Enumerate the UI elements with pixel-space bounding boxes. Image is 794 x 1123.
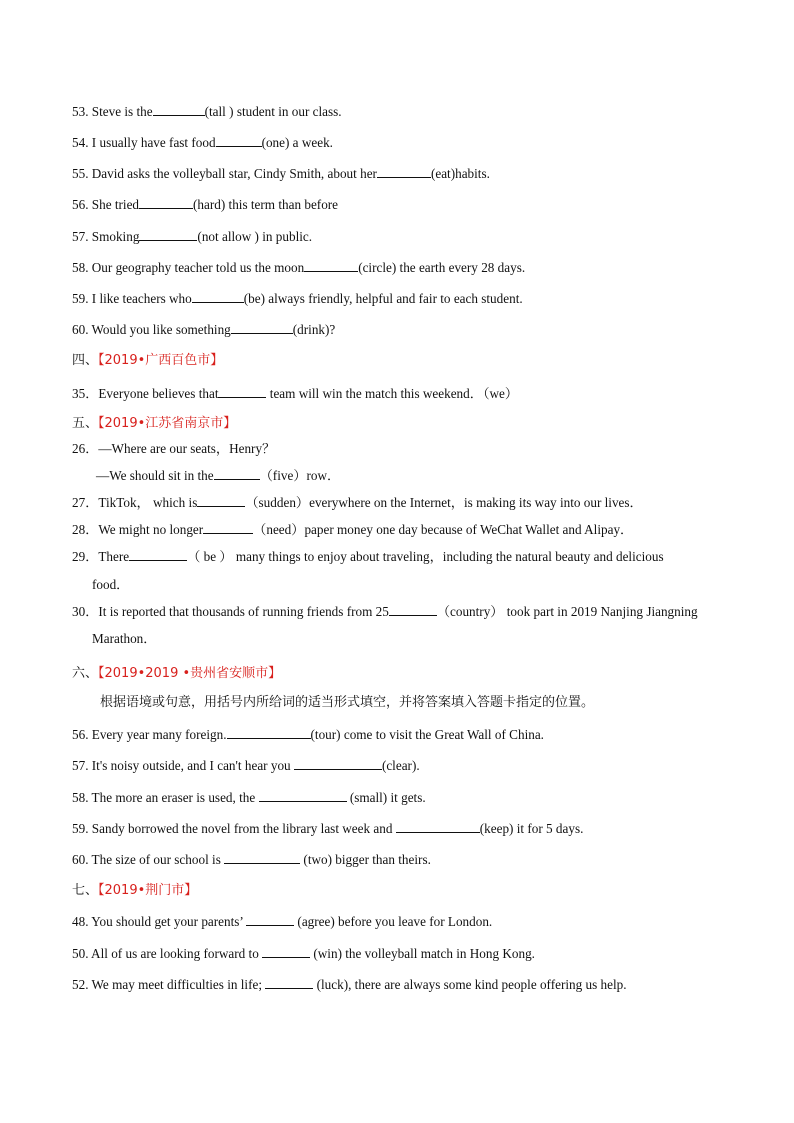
question-57b: 57. It's noisy outside, and I can't hear you (clear).	[72, 758, 420, 773]
answer-blank[interactable]	[294, 757, 382, 770]
answer-blank[interactable]	[216, 134, 262, 147]
source-tag: 【2019•广西百色市】	[98, 353, 224, 368]
answer-blank[interactable]	[389, 603, 437, 616]
question-50: 50. All of us are looking forward to (win) the volleyball match in Hong Kong.	[72, 946, 535, 961]
answer-blank[interactable]	[197, 494, 245, 507]
source-tag: 【2019•荆门市】	[98, 883, 198, 898]
answer-blank[interactable]	[139, 228, 197, 241]
question-56b: 56. Every year many foreign. (tour) come to visit the Great Wall of China.	[72, 727, 544, 742]
question-28: 28．We might no longer （need）paper money one day because of WeChat Wallet and Alipay．	[72, 522, 634, 537]
question-59b: 59. Sandy borrowed the novel from the library last week and (keep) it for 5 days.	[72, 821, 584, 836]
question-48: 48. You should get your parents’ (agree) before you leave for London.	[72, 914, 493, 929]
answer-blank[interactable]	[262, 945, 310, 958]
answer-blank[interactable]	[139, 196, 193, 209]
answer-blank[interactable]	[192, 290, 244, 303]
answer-blank[interactable]	[246, 913, 294, 926]
answer-blank[interactable]	[265, 976, 313, 989]
section-heading: 四、【2019•广西百色市】	[72, 353, 224, 368]
source-tag: 【2019•2019 •贵州省安顺市】	[98, 666, 282, 681]
section-heading: 七、【2019•荆门市】	[72, 883, 198, 898]
question-29-cont: food．	[92, 577, 130, 592]
section-heading: 六、【2019•2019 •贵州省安顺市】	[72, 666, 282, 681]
question-30: 30．It is reported that thousands of running friends from 25 （country） took part in 2019 Nanjing Jiangning	[72, 604, 698, 619]
question-56: 56. She tried (hard) this term than before	[72, 197, 339, 212]
answer-blank[interactable]	[396, 820, 480, 833]
answer-blank[interactable]	[203, 521, 253, 534]
instruction-text: 根据语境或句意，用括号内所给词的适当形式填空，并将答案填入答题卡指定的位置。	[100, 695, 595, 710]
question-55: 55. David asks the volleyball star, Cindy Smith, about her (eat)habits.	[72, 166, 490, 181]
question-58b: 58. The more an eraser is used, the (small) it gets.	[72, 790, 426, 805]
answer-blank[interactable]	[153, 103, 205, 116]
question-53: 53. Steve is the (tall ) student in our class.	[72, 104, 342, 119]
question-54: 54. I usually have fast food (one) a week.	[72, 135, 333, 150]
question-29: 29．There （ be ） many things to enjoy about traveling，including the natural beauty and delicious	[72, 549, 664, 564]
answer-blank[interactable]	[214, 467, 260, 480]
question-60b: 60. The size of our school is (two) bigger than theirs.	[72, 852, 431, 867]
answer-blank[interactable]	[231, 321, 293, 334]
question-27: 27．TikTok， which is （sudden）everywhere on the Internet，is making its way into our lives．	[72, 495, 643, 510]
question-58: 58. Our geography teacher told us the moon (circle) the earth every 28 days.	[72, 260, 526, 275]
question-35: 35．Everyone believes that team will win the match this weekend．（we）	[72, 386, 519, 401]
question-60: 60. Would you like something (drink)?	[72, 322, 336, 337]
source-tag: 【2019•江苏省南京市】	[98, 416, 237, 431]
answer-blank[interactable]	[129, 548, 187, 561]
answer-blank[interactable]	[304, 259, 358, 272]
answer-blank[interactable]	[377, 165, 431, 178]
question-30-cont: Marathon．	[92, 631, 157, 646]
answer-blank[interactable]	[218, 385, 266, 398]
question-26-reply: —We should sit in the （five）row．	[96, 468, 341, 483]
answer-blank[interactable]	[227, 726, 311, 739]
section-heading: 五、【2019•江苏省南京市】	[72, 416, 237, 431]
question-52: 52. We may meet difficulties in life; (luck), there are always some kind people offering us help.	[72, 977, 627, 992]
question-59: 59. I like teachers who (be) always friendly, helpful and fair to each student.	[72, 291, 523, 306]
answer-blank[interactable]	[259, 789, 347, 802]
question-57: 57. Smoking (not allow ) in public.	[72, 229, 313, 244]
answer-blank[interactable]	[224, 851, 300, 864]
question-26: 26．—Where are our seats，Henry？	[72, 441, 276, 456]
